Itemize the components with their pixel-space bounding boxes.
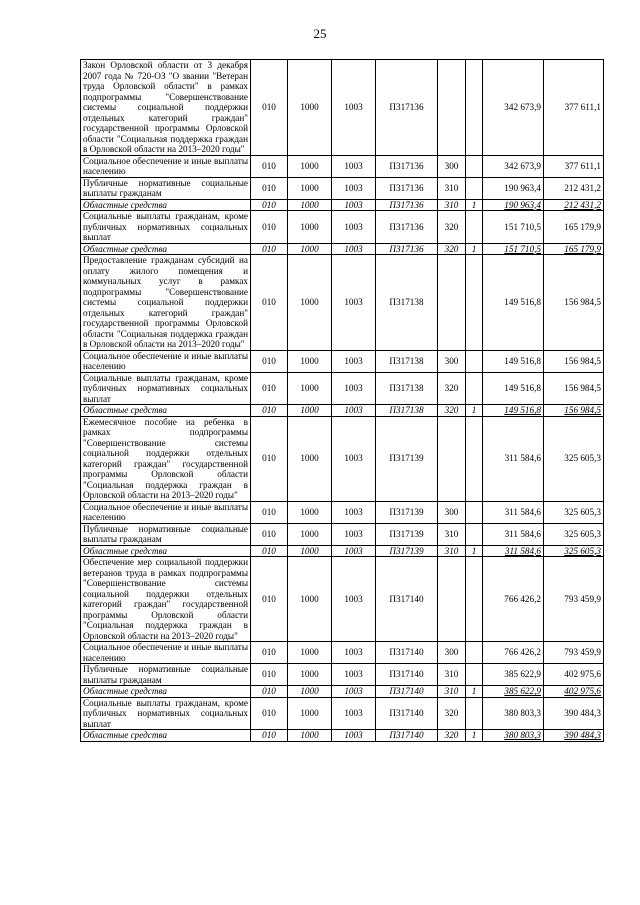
code-admin: 010 bbox=[251, 501, 288, 523]
code-expense-type: 300 bbox=[438, 155, 466, 177]
code-target-item: П317140 bbox=[376, 686, 438, 698]
code-section: 1000 bbox=[288, 501, 332, 523]
amount-year-2: 156 984,5 bbox=[544, 405, 604, 417]
table-row-subtotal bbox=[81, 686, 604, 698]
table-row bbox=[81, 177, 604, 199]
code-admin: 010 bbox=[251, 60, 288, 156]
code-section: 1000 bbox=[288, 255, 332, 351]
amount-year-2: 377 611,1 bbox=[544, 155, 604, 177]
code-subsection: 1003 bbox=[332, 372, 376, 405]
amount-year-2: 402 975,6 bbox=[544, 686, 604, 698]
code-subsection: 1003 bbox=[332, 686, 376, 698]
code-admin: 010 bbox=[251, 523, 288, 545]
code-subsection: 1003 bbox=[332, 664, 376, 686]
table-row bbox=[81, 664, 604, 686]
amount-year-2: 165 179,9 bbox=[544, 211, 604, 244]
row-description: Областные средства bbox=[81, 199, 251, 211]
code-subsection: 1003 bbox=[332, 199, 376, 211]
code-target-item: П317139 bbox=[376, 416, 438, 501]
amount-year-1: 342 673,9 bbox=[483, 155, 544, 177]
code-section: 1000 bbox=[288, 557, 332, 642]
table-row-subtotal bbox=[81, 405, 604, 417]
amount-year-2: 377 611,1 bbox=[544, 60, 604, 156]
code-target-item: П317136 bbox=[376, 199, 438, 211]
row-description: Областные средства bbox=[81, 730, 251, 742]
row-description: Публичные нормативные социальные выплаты гражданам bbox=[81, 177, 251, 199]
amount-year-1: 385 622,9 bbox=[483, 664, 544, 686]
amount-year-1: 151 710,5 bbox=[483, 211, 544, 244]
code-expense-type: 310 bbox=[438, 545, 466, 557]
amount-year-1: 342 673,9 bbox=[483, 60, 544, 156]
code-expense-type bbox=[438, 255, 466, 351]
amount-year-2: 390 484,3 bbox=[544, 730, 604, 742]
amount-year-2: 156 984,5 bbox=[544, 350, 604, 372]
code-expense-type: 300 bbox=[438, 642, 466, 664]
amount-year-2: 793 459,9 bbox=[544, 557, 604, 642]
row-description: Областные средства bbox=[81, 405, 251, 417]
row-description: Областные средства bbox=[81, 545, 251, 557]
code-section: 1000 bbox=[288, 372, 332, 405]
amount-year-1: 311 584,6 bbox=[483, 523, 544, 545]
code-section: 1000 bbox=[288, 243, 332, 255]
code-expense-type: 320 bbox=[438, 405, 466, 417]
row-description: Социальное обеспечение и иные выплаты населению bbox=[81, 501, 251, 523]
table-row bbox=[81, 211, 604, 244]
code-expense-type: 310 bbox=[438, 199, 466, 211]
code-subsection: 1003 bbox=[332, 545, 376, 557]
code-target-item: П317139 bbox=[376, 523, 438, 545]
row-description: Публичные нормативные социальные выплаты гражданам bbox=[81, 523, 251, 545]
amount-year-1: 151 710,5 bbox=[483, 243, 544, 255]
code-source bbox=[466, 155, 483, 177]
code-section: 1000 bbox=[288, 177, 332, 199]
code-source: 1 bbox=[466, 405, 483, 417]
code-target-item: П317140 bbox=[376, 557, 438, 642]
code-subsection: 1003 bbox=[332, 501, 376, 523]
code-admin: 010 bbox=[251, 177, 288, 199]
code-admin: 010 bbox=[251, 255, 288, 351]
amount-year-1: 149 516,8 bbox=[483, 372, 544, 405]
code-expense-type: 310 bbox=[438, 177, 466, 199]
code-subsection: 1003 bbox=[332, 211, 376, 244]
amount-year-2: 325 605,3 bbox=[544, 545, 604, 557]
code-section: 1000 bbox=[288, 697, 332, 730]
code-target-item: П317138 bbox=[376, 350, 438, 372]
code-admin: 010 bbox=[251, 350, 288, 372]
code-source bbox=[466, 350, 483, 372]
amount-year-1: 311 584,6 bbox=[483, 501, 544, 523]
table-row bbox=[81, 155, 604, 177]
table-row-subtotal bbox=[81, 545, 604, 557]
amount-year-1: 149 516,8 bbox=[483, 350, 544, 372]
code-subsection: 1003 bbox=[332, 255, 376, 351]
row-description: Социальные выплаты гражданам, кроме публичных нормативных социальных выплат bbox=[81, 372, 251, 405]
code-target-item: П317136 bbox=[376, 243, 438, 255]
row-description: Областные средства bbox=[81, 243, 251, 255]
amount-year-2: 390 484,3 bbox=[544, 697, 604, 730]
code-section: 1000 bbox=[288, 416, 332, 501]
amount-year-1: 190 963,4 bbox=[483, 199, 544, 211]
table-row bbox=[81, 416, 604, 501]
table-row bbox=[81, 523, 604, 545]
code-admin: 010 bbox=[251, 557, 288, 642]
code-section: 1000 bbox=[288, 350, 332, 372]
amount-year-2: 402 975,6 bbox=[544, 664, 604, 686]
amount-year-2: 325 605,3 bbox=[544, 416, 604, 501]
code-admin: 010 bbox=[251, 730, 288, 742]
amount-year-2: 325 605,3 bbox=[544, 523, 604, 545]
row-description: Социальное обеспечение и иные выплаты населению bbox=[81, 350, 251, 372]
code-subsection: 1003 bbox=[332, 60, 376, 156]
code-source bbox=[466, 642, 483, 664]
code-expense-type: 320 bbox=[438, 211, 466, 244]
code-source bbox=[466, 697, 483, 730]
amount-year-2: 165 179,9 bbox=[544, 243, 604, 255]
code-expense-type bbox=[438, 60, 466, 156]
amount-year-2: 156 984,5 bbox=[544, 255, 604, 351]
amount-year-1: 149 516,8 bbox=[483, 255, 544, 351]
table-row-subtotal bbox=[81, 730, 604, 742]
row-description: Социальные выплаты гражданам, кроме публичных нормативных социальных выплат bbox=[81, 697, 251, 730]
code-source bbox=[466, 60, 483, 156]
code-subsection: 1003 bbox=[332, 243, 376, 255]
code-source bbox=[466, 372, 483, 405]
row-description: Областные средства bbox=[81, 686, 251, 698]
row-description: Ежемесячное пособие на ребенка в рамках подпрограммы "Совершенствование системы социальной поддержки отдельных категорий граждан" государственной программы Орловской области "Социальная поддержка граждан в Орловской области на 2013–2020 годы" bbox=[81, 416, 251, 501]
code-admin: 010 bbox=[251, 211, 288, 244]
code-admin: 010 bbox=[251, 243, 288, 255]
code-source bbox=[466, 255, 483, 351]
code-source bbox=[466, 177, 483, 199]
code-subsection: 1003 bbox=[332, 730, 376, 742]
code-source bbox=[466, 557, 483, 642]
code-admin: 010 bbox=[251, 416, 288, 501]
code-section: 1000 bbox=[288, 730, 332, 742]
code-subsection: 1003 bbox=[332, 642, 376, 664]
code-subsection: 1003 bbox=[332, 416, 376, 501]
budget-table bbox=[80, 59, 604, 742]
code-admin: 010 bbox=[251, 405, 288, 417]
table-row bbox=[81, 255, 604, 351]
code-source: 1 bbox=[466, 545, 483, 557]
code-target-item: П317140 bbox=[376, 697, 438, 730]
amount-year-2: 212 431,2 bbox=[544, 177, 604, 199]
table-row bbox=[81, 372, 604, 405]
table-row bbox=[81, 350, 604, 372]
code-source bbox=[466, 523, 483, 545]
row-description: Социальное обеспечение и иные выплаты населению bbox=[81, 155, 251, 177]
amount-year-2: 156 984,5 bbox=[544, 372, 604, 405]
code-target-item: П317139 bbox=[376, 545, 438, 557]
code-target-item: П317138 bbox=[376, 255, 438, 351]
table-row bbox=[81, 697, 604, 730]
code-subsection: 1003 bbox=[332, 523, 376, 545]
code-section: 1000 bbox=[288, 199, 332, 211]
code-subsection: 1003 bbox=[332, 557, 376, 642]
code-expense-type: 310 bbox=[438, 686, 466, 698]
amount-year-1: 380 803,3 bbox=[483, 730, 544, 742]
code-target-item: П317140 bbox=[376, 730, 438, 742]
code-section: 1000 bbox=[288, 664, 332, 686]
code-expense-type: 310 bbox=[438, 664, 466, 686]
row-description: Закон Орловской области от 3 декабря 2007 года № 720-ОЗ "О звании "Ветеран труда Орловской области" в рамках подпрограммы "Совершенствование системы социальной поддержки отдельных категорий граждан" государственной программы Орловской области "Социальная поддержка граждан в Орловской области на 2013–2020 годы" bbox=[81, 60, 251, 156]
table-row bbox=[81, 60, 604, 156]
code-admin: 010 bbox=[251, 372, 288, 405]
code-source bbox=[466, 211, 483, 244]
amount-year-2: 325 605,3 bbox=[544, 501, 604, 523]
code-section: 1000 bbox=[288, 155, 332, 177]
code-subsection: 1003 bbox=[332, 177, 376, 199]
code-source bbox=[466, 664, 483, 686]
code-section: 1000 bbox=[288, 211, 332, 244]
row-description: Социальное обеспечение и иные выплаты населению bbox=[81, 642, 251, 664]
code-subsection: 1003 bbox=[332, 697, 376, 730]
code-subsection: 1003 bbox=[332, 155, 376, 177]
amount-year-1: 190 963,4 bbox=[483, 177, 544, 199]
code-section: 1000 bbox=[288, 405, 332, 417]
code-target-item: П317139 bbox=[376, 501, 438, 523]
code-admin: 010 bbox=[251, 545, 288, 557]
code-expense-type: 320 bbox=[438, 697, 466, 730]
code-section: 1000 bbox=[288, 523, 332, 545]
amount-year-1: 311 584,6 bbox=[483, 545, 544, 557]
code-admin: 010 bbox=[251, 199, 288, 211]
amount-year-1: 385 622,9 bbox=[483, 686, 544, 698]
code-target-item: П317140 bbox=[376, 664, 438, 686]
code-admin: 010 bbox=[251, 642, 288, 664]
code-expense-type: 300 bbox=[438, 501, 466, 523]
code-target-item: П317138 bbox=[376, 405, 438, 417]
code-target-item: П317136 bbox=[376, 60, 438, 156]
code-expense-type: 310 bbox=[438, 523, 466, 545]
amount-year-1: 766 426,2 bbox=[483, 642, 544, 664]
code-subsection: 1003 bbox=[332, 350, 376, 372]
code-source bbox=[466, 501, 483, 523]
code-section: 1000 bbox=[288, 642, 332, 664]
code-expense-type: 320 bbox=[438, 372, 466, 405]
row-description: Обеспечение мер социальной поддержки ветеранов труда в рамках подпрограммы "Совершенствование системы социальной поддержки отдельных категорий граждан" государственной программы Орловской области "Социальная поддержка граждан в Орловской области на 2013–2020 годы" bbox=[81, 557, 251, 642]
code-admin: 010 bbox=[251, 155, 288, 177]
code-section: 1000 bbox=[288, 60, 332, 156]
code-source: 1 bbox=[466, 243, 483, 255]
code-target-item: П317136 bbox=[376, 177, 438, 199]
row-description: Публичные нормативные социальные выплаты гражданам bbox=[81, 664, 251, 686]
table-row-subtotal bbox=[81, 243, 604, 255]
code-subsection: 1003 bbox=[332, 405, 376, 417]
code-target-item: П317140 bbox=[376, 642, 438, 664]
code-target-item: П317136 bbox=[376, 155, 438, 177]
code-expense-type: 320 bbox=[438, 730, 466, 742]
table-row bbox=[81, 642, 604, 664]
amount-year-1: 311 584,6 bbox=[483, 416, 544, 501]
code-section: 1000 bbox=[288, 686, 332, 698]
amount-year-1: 380 803,3 bbox=[483, 697, 544, 730]
code-admin: 010 bbox=[251, 664, 288, 686]
amount-year-2: 793 459,9 bbox=[544, 642, 604, 664]
code-expense-type bbox=[438, 557, 466, 642]
code-target-item: П317136 bbox=[376, 211, 438, 244]
code-expense-type: 300 bbox=[438, 350, 466, 372]
code-source: 1 bbox=[466, 686, 483, 698]
code-source bbox=[466, 416, 483, 501]
code-source: 1 bbox=[466, 199, 483, 211]
amount-year-1: 149 516,8 bbox=[483, 405, 544, 417]
table-row bbox=[81, 501, 604, 523]
code-admin: 010 bbox=[251, 697, 288, 730]
code-source: 1 bbox=[466, 730, 483, 742]
amount-year-2: 212 431,2 bbox=[544, 199, 604, 211]
table-row bbox=[81, 557, 604, 642]
code-section: 1000 bbox=[288, 545, 332, 557]
table-row-subtotal bbox=[81, 199, 604, 211]
page-number: 25 bbox=[313, 26, 327, 41]
code-expense-type: 320 bbox=[438, 243, 466, 255]
code-target-item: П317138 bbox=[376, 372, 438, 405]
row-description: Предоставление гражданам субсидий на оплату жилого помещения и коммунальных услуг в рамках подпрограммы "Совершенствование системы социальной поддержки отдельных категорий граждан" государственной программы Орловской области "Социальная поддержка граждан в Орловской области на 2013–2020 годы" bbox=[81, 255, 251, 351]
budget-rows bbox=[81, 60, 604, 742]
code-expense-type bbox=[438, 416, 466, 501]
code-admin: 010 bbox=[251, 686, 288, 698]
amount-year-1: 766 426,2 bbox=[483, 557, 544, 642]
row-description: Социальные выплаты гражданам, кроме публичных нормативных социальных выплат bbox=[81, 211, 251, 244]
